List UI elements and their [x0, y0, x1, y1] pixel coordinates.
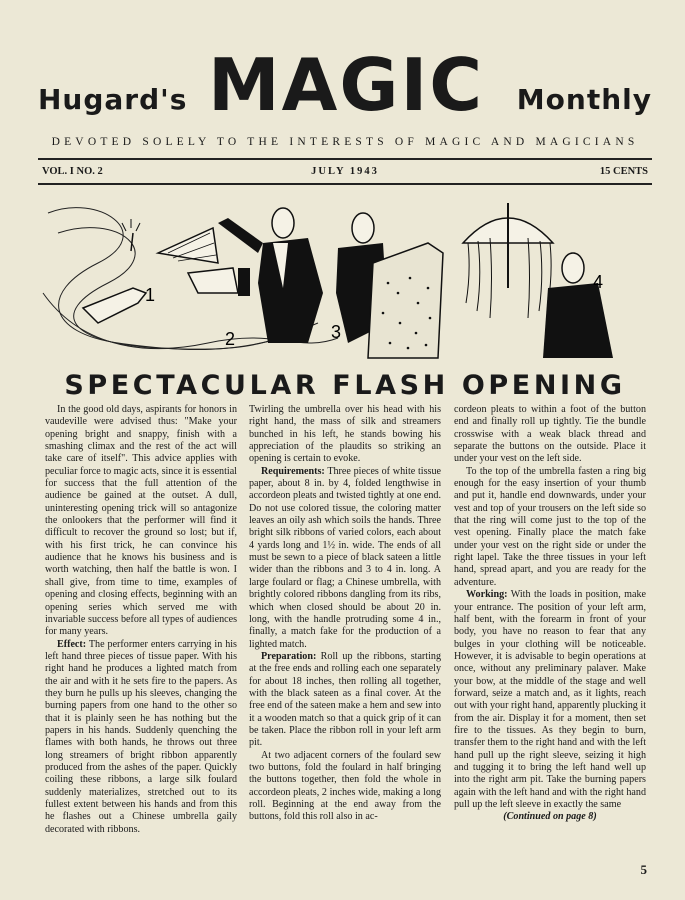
effect-paragraph [45, 639, 237, 837]
masthead-magic: MAGIC [208, 43, 485, 127]
divider-rule-top [38, 158, 652, 160]
article-column-1 [45, 404, 237, 836]
preparation-text: Roll up the ribbons, starting at the free ends and rolling each one separately for about 18 inches, then rolling all together, with the black sateen as a final cover. At the free end of the sateen make a hem and sew into it a wooden match so that a quick grip of it can be taken. Place the ribbon roll in your left arm pit. [249, 650, 441, 749]
masthead-monthly: Monthly [516, 83, 652, 116]
effect-text: The performer enters carrying in his left hand three pieces of tissue paper. With his right hand he produces a lighted match from the air and with it he sets fire to the papers. As they burn he pulls up his sleeves, changing the burning papers from one hand to the other so that it is plainly seen he has nothing but the papers in his hands. Suddenly quenching the flames with both hands, he throws out three long streamers of bright ribbon apparently produced from the ashes of the paper. Quickly coiling these ribbons, a large silk foulard suddenly materializes, stretched out to its fullest extent between his hands and from this he flashes out a Chinese umbrella gaily decorated with ribbons. [45, 638, 237, 835]
article-headline: SPECTACULAR FLASH OPENING [64, 370, 626, 401]
continued-note: (Continued on page 8) [503, 811, 597, 823]
article-column-2 [249, 404, 441, 824]
umbrella-paragraph: Twirling the umbrella over his head with his right hand, the mass of silk and streamers bunched in his left, he stands bowing his appreciation of the plaudits so striking an opening is certain to evoke. [249, 404, 441, 465]
foulard-continued-paragraph: cordeon pleats to within a foot of the button end and finally roll up tightly. Tie the bundle crosswise with a weak black thread and separate the buttons on the outside. Place it under your vest on the left side. [454, 404, 646, 465]
preparation-paragraph [249, 651, 441, 750]
requirements-text: Three pieces of white tissue paper, about 8 in. by 4, folded lengthwise in accordeon pleats and twisted tightly at one end. Do not use colored tissue, the coloring matter leaves an oily ash which soils the hands. Three bright silk ribbons of varied colors, each about 4 yards long and 1½ in. wide. The ends of all must be sewn to a piece of black sateen a little wider than the ribbons and 3 to 4 in. long. A large foulard or flag; a Chinese umbrella, with brightly colored ribbons dangling from its ribs, which when closed should be about 20 in. long, with the handle protruding some 4 in., finally, a match fake for the production of a lighted match. [249, 465, 441, 650]
masthead-hugards: Hugard's [38, 83, 188, 116]
illustration-magician-sequence [38, 193, 652, 363]
preparation-label: Preparation: [261, 650, 317, 662]
working-paragraph [454, 589, 646, 811]
masthead [38, 44, 652, 126]
magician-head-2 [272, 208, 294, 238]
left-hand [83, 288, 146, 323]
foulard-paragraph: At two adjacent corners of the foulard sew two buttons, fold the foulard in half bringing the buttons together, then fold the whole in accordeon pleats, 2 inches wide, making a long roll. Beginning at the end away from the buttons, fold this roll also in ac- [249, 749, 441, 823]
working-label: Working: [466, 589, 508, 601]
magician-body-2 [258, 238, 323, 343]
raised-arm-2 [218, 218, 263, 253]
match-flame [122, 219, 140, 231]
article-column-3 [454, 404, 646, 824]
issue-volume: VOL. I NO. 2 [42, 166, 103, 177]
page-number: 5 [640, 862, 647, 877]
panel-number-4: 4 [593, 272, 604, 292]
requirements-paragraph [249, 466, 441, 651]
tagline: DEVOTED SOLELY TO THE INTERESTS OF MAGIC AND MAGICIANS [51, 136, 639, 148]
panel-number-1: 1 [145, 285, 156, 305]
magician-body-4 [543, 283, 613, 358]
issue-price: 15 CENTS [599, 166, 648, 177]
issue-date: JULY 1943 [311, 166, 379, 177]
working-text: With the loads in position, make your entrance. The position of your left arm, half bent, with the forearm in front of your body, you have no reason to fear that any bulges in your clothing will be noticeable. However, it is advisable to begin operations at once, without any preliminary palaver. Make your bow, at the middle of the stage and well forward, seize a match and, as it lights, reach out with your right hand, apparently plucking it from the air. Display it for a moment, then set fire to the tissues. As they begin to burn, transfer them to the right hand and with the left hand pull up the right sleeve, seizing it high and tugging it to bring the left hand well up into the right arm pit. Take the burning papers again with the left hand and with the right hand pull up the left sleeve in exactly the same [454, 589, 646, 810]
foulard-silk [368, 243, 443, 358]
umbrella-ring-paragraph: To the top of the umbrella fasten a ring big enough for the easy insertion of your thumb and put it, handle end downwards, under your vest and top of your trousers on the left side so that the ring will come just to the top of the vest opening. Finally place the match fake under your vest on the right side or under the right lapel. Take the three tissues in your left hand, spread apart, and you are ready for the adventure. [454, 465, 646, 588]
panel-number-3: 3 [331, 322, 342, 342]
magician-head-3 [352, 213, 374, 243]
panel-number-2: 2 [225, 329, 236, 349]
requirements-label: Requirements: [261, 465, 325, 477]
right-hand [188, 268, 238, 293]
intro-paragraph: In the good old days, aspirants for honors in vaudeville were advised thus: "Make your opening bright and snappy, finish with a smashing climax and the rest of the act will take care of itself". This advice applies with peculiar force to magic acts, since it is essential for success that the full attention of the audience be gained at the outset. A dull, uninteresting opening trick will so antagonize the onlookers that the performer will find it difficult to recover the ground so lost; but if, with his first trick, he can convince his audience that he knows his business and is worth watching, then half the battle is won. I shall give, from time to time, examples of opening and closing effects, beginning with an opening series which served me with invariable success before all types of audiences for many years. [45, 404, 237, 638]
divider-rule-bottom [38, 183, 652, 185]
effect-label: Effect: [57, 638, 87, 650]
magician-head-4 [562, 253, 584, 283]
cuff [238, 268, 250, 296]
match [131, 233, 133, 251]
